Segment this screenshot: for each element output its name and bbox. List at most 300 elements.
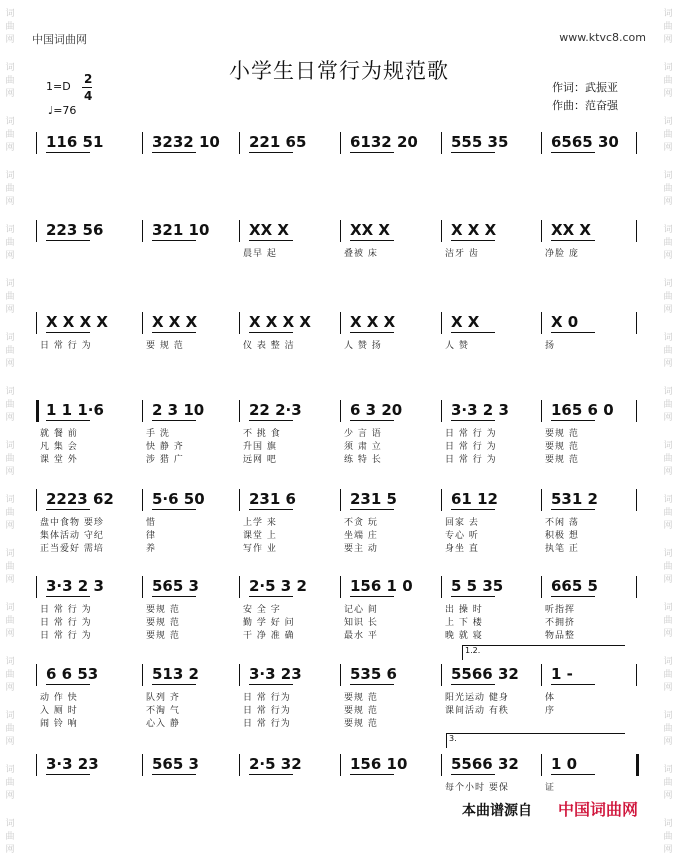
edge-watermark-char: 网 [5, 629, 15, 639]
measure-notes: 3·3 23 [249, 665, 302, 683]
site-watermark-right: www.ktvc8.com [559, 31, 646, 44]
measure-notes: 6 6 53 [46, 665, 99, 683]
edge-watermark-char: 曲 [5, 22, 15, 32]
measure-notes: 3·3 23 [46, 755, 99, 773]
edge-watermark-char: 曲 [663, 454, 673, 464]
measure-lyrics: 动 作 快 入 厕 时 闹 铃 响 [40, 693, 78, 729]
measure-notes: 2 3 10 [152, 401, 205, 419]
edge-watermark-char: 网 [5, 251, 15, 261]
measure-notes: 6565 30 [551, 133, 619, 151]
barline [142, 576, 143, 598]
beam-underline [249, 152, 293, 153]
edge-watermark-char: 网 [5, 521, 15, 531]
measure-lyrics: 就 餐 前 凡 集 会 课 堂 外 [40, 429, 78, 465]
edge-watermark-char: 网 [663, 197, 673, 207]
measure-notes: 61 12 [451, 490, 498, 508]
beam-underline [350, 509, 394, 510]
site-watermark-left: 中国词曲网 [32, 33, 87, 46]
edge-watermark-char: 词 [663, 819, 673, 829]
beam-underline [46, 152, 90, 153]
measure-notes: X X X X [46, 313, 108, 331]
edge-watermark-char: 曲 [5, 76, 15, 86]
beam-underline [350, 596, 394, 597]
measure-lyrics: 日 常 行 为 日 常 行 为 日 常 行 为 [445, 429, 497, 465]
measure-notes: 1 - [551, 665, 573, 683]
measure-notes: 2·5 32 [249, 755, 302, 773]
edge-watermark-char: 曲 [663, 346, 673, 356]
measure-notes: 5566 32 [451, 755, 519, 773]
edge-watermark-char: 词 [5, 711, 15, 721]
barline [239, 400, 240, 422]
edge-watermark-char: 曲 [5, 238, 15, 248]
barline [541, 489, 542, 511]
edge-watermark-char: 词 [5, 819, 15, 829]
barline [36, 664, 37, 686]
beam-underline [249, 774, 293, 775]
barline [142, 312, 143, 334]
measure-lyrics: 仪 表 整 洁 [243, 341, 295, 351]
measure-notes: 221 65 [249, 133, 307, 151]
measure-lyrics: 每个小时 要保 [445, 783, 509, 793]
edge-watermark-char: 曲 [663, 616, 673, 626]
edge-watermark-char: 网 [663, 575, 673, 585]
measure-lyrics: 上学 来 课堂 上 写作 业 [243, 518, 277, 554]
edge-watermark-char: 网 [5, 575, 15, 585]
beam-underline [551, 240, 595, 241]
edge-watermark-char: 词 [663, 63, 673, 73]
beam-underline [46, 332, 90, 333]
measure-lyrics: 不闲 荡 积极 想 执笔 正 [545, 518, 579, 554]
barline [441, 576, 442, 598]
measure-notes: 5·6 50 [152, 490, 205, 508]
measure-lyrics: 洁牙 齿 [445, 249, 479, 259]
edge-watermark-char: 网 [663, 413, 673, 423]
measure-notes: XX X [350, 221, 390, 239]
beam-underline [551, 332, 595, 333]
measure-lyrics: 证 [545, 783, 556, 793]
beam-underline [152, 240, 196, 241]
measure-notes: 6132 20 [350, 133, 418, 151]
barline [340, 489, 341, 511]
edge-watermark-char: 网 [5, 845, 15, 855]
edge-watermark-char: 词 [663, 279, 673, 289]
barline [441, 664, 442, 686]
barline [340, 664, 341, 686]
beam-underline [249, 509, 293, 510]
barline [340, 132, 341, 154]
edge-watermark-char: 曲 [5, 184, 15, 194]
edge-watermark-char: 网 [5, 737, 15, 747]
barline [441, 754, 442, 776]
edge-watermark-char: 词 [5, 549, 15, 559]
source-footer [462, 797, 638, 820]
edge-watermark-char: 词 [663, 333, 673, 343]
measure-lyrics: 惜 律 养 [146, 518, 157, 554]
edge-watermark-char: 曲 [5, 130, 15, 140]
measure-notes: 116 51 [46, 133, 104, 151]
barline [636, 312, 637, 334]
song-title: 小学生日常行为规范歌 [229, 59, 449, 83]
edge-watermark-char: 网 [5, 197, 15, 207]
edge-watermark-char: 网 [5, 413, 15, 423]
measure-notes: 231 6 [249, 490, 296, 508]
edge-watermark-char: 网 [663, 629, 673, 639]
edge-watermark-char: 词 [5, 495, 15, 505]
beam-underline [46, 684, 90, 685]
source-site-link[interactable]: 中国词曲网 [557, 800, 638, 819]
barline [636, 489, 637, 511]
beam-underline [152, 596, 196, 597]
barline [441, 400, 442, 422]
barline [636, 754, 639, 776]
barline [239, 220, 240, 242]
measure-notes: 321 10 [152, 221, 210, 239]
measure-notes: 531 2 [551, 490, 598, 508]
edge-watermark-char: 曲 [663, 562, 673, 572]
beam-underline [152, 332, 196, 333]
edge-watermark-char: 词 [663, 657, 673, 667]
edge-watermark-char: 曲 [663, 238, 673, 248]
edge-watermark-char: 词 [663, 441, 673, 451]
measure-lyrics: 不贪 玩 坐端 庄 要主 动 [344, 518, 378, 554]
edge-watermark-char: 词 [663, 171, 673, 181]
edge-watermark-char: 词 [5, 387, 15, 397]
edge-watermark-char: 曲 [663, 76, 673, 86]
beam-underline [46, 774, 90, 775]
measure-notes: 3232 10 [152, 133, 220, 151]
score-system [36, 398, 636, 478]
score-system [36, 752, 636, 832]
measure-lyrics: 要 规 范 [146, 341, 184, 351]
beam-underline [152, 152, 196, 153]
edge-watermark-char: 曲 [5, 832, 15, 842]
edge-watermark-char: 网 [663, 791, 673, 801]
measure-notes: 3·3 2 3 [46, 577, 104, 595]
barline [239, 312, 240, 334]
barline [636, 400, 637, 422]
edge-watermark-char: 网 [663, 359, 673, 369]
beam-underline [152, 509, 196, 510]
measure-notes: 513 2 [152, 665, 199, 683]
barline [239, 664, 240, 686]
measure-lyrics: 阳光运动 健身 课间活动 有秩 [445, 693, 509, 716]
edge-watermark-char: 网 [5, 143, 15, 153]
edge-watermark-char: 曲 [663, 130, 673, 140]
measure-notes: 156 10 [350, 755, 408, 773]
edge-watermark-char: 曲 [5, 724, 15, 734]
score-system [36, 310, 636, 390]
barline [142, 754, 143, 776]
beam-underline [249, 420, 293, 421]
beam-underline [350, 420, 394, 421]
time-signature-top: 2 [84, 72, 93, 86]
measure-notes: 565 3 [152, 755, 199, 773]
measure-notes: 156 1 0 [350, 577, 413, 595]
measure-lyrics: 回家 去 专心 听 身坐 直 [445, 518, 479, 554]
edge-watermark-char: 词 [5, 603, 15, 613]
edge-watermark-char: 词 [5, 765, 15, 775]
time-signature-bottom: 4 [84, 89, 93, 103]
measure-lyrics: 体 序 [545, 693, 556, 716]
measure-lyrics: 队列 齐 不淘 气 心入 静 [146, 693, 180, 729]
edge-watermark-char: 词 [5, 225, 15, 235]
barline [36, 132, 37, 154]
measure-lyrics: 日 常 行为 日 常 行为 日 常 行为 [243, 693, 291, 729]
edge-watermark-char: 曲 [663, 724, 673, 734]
tempo-marking: ♩=76 [48, 104, 77, 117]
edge-watermark-char: 曲 [663, 292, 673, 302]
edge-watermark-char: 曲 [5, 292, 15, 302]
score-system [36, 218, 636, 298]
barline [636, 220, 637, 242]
beam-underline [551, 509, 595, 510]
edge-watermark-char: 词 [663, 549, 673, 559]
measure-notes: 5 5 35 [451, 577, 504, 595]
edge-watermark-char: 网 [663, 251, 673, 261]
measure-lyrics: 记心 间 知识 长 最水 平 [344, 605, 378, 641]
measure-notes: 565 3 [152, 577, 199, 595]
barline [36, 754, 37, 776]
beam-underline [350, 332, 394, 333]
barline [340, 220, 341, 242]
edge-watermark-char: 词 [5, 9, 15, 19]
barline [36, 312, 37, 334]
beam-underline [46, 596, 90, 597]
edge-watermark-char: 词 [5, 441, 15, 451]
edge-watermark-char: 词 [663, 387, 673, 397]
edge-watermark-char: 网 [663, 143, 673, 153]
measure-notes: 535 6 [350, 665, 397, 683]
beam-underline [350, 152, 394, 153]
edge-watermark-char: 词 [5, 279, 15, 289]
measure-notes: X X [451, 313, 480, 331]
edge-watermark-char: 网 [663, 305, 673, 315]
edge-watermark-char: 曲 [663, 184, 673, 194]
beam-underline [551, 684, 595, 685]
edge-watermark-char: 词 [5, 657, 15, 667]
measure-notes: 223 56 [46, 221, 104, 239]
barline [636, 132, 637, 154]
edge-watermark-char: 词 [5, 333, 15, 343]
beam-underline [46, 509, 90, 510]
edge-watermark-char: 词 [663, 711, 673, 721]
barline [340, 576, 341, 598]
barline [541, 400, 542, 422]
barline [36, 220, 37, 242]
edge-watermark-char: 词 [663, 603, 673, 613]
measure-notes: 165 6 0 [551, 401, 614, 419]
barline [541, 664, 542, 686]
measure-lyrics: 盘中食物 要珍 集体活动 守纪 正当爱好 需培 [40, 518, 104, 554]
edge-watermark-char: 曲 [5, 778, 15, 788]
edge-watermark-char: 曲 [663, 832, 673, 842]
measure-notes: 231 5 [350, 490, 397, 508]
barline [142, 664, 143, 686]
barline [441, 312, 442, 334]
measure-notes: 6 3 20 [350, 401, 403, 419]
measure-lyrics: 要规 范 要规 范 要规 范 [344, 693, 378, 729]
measure-lyrics: 安 全 字 勤 学 好 问 干 净 准 确 [243, 605, 295, 641]
measure-lyrics: 叠被 床 [344, 249, 378, 259]
measure-notes: 3·3 2 3 [451, 401, 509, 419]
barline [36, 400, 39, 422]
barline [142, 489, 143, 511]
beam-underline [350, 240, 394, 241]
composer-credit: 作曲：范奋强 [552, 99, 618, 112]
barline [142, 220, 143, 242]
edge-watermark-char: 网 [663, 89, 673, 99]
barline [239, 132, 240, 154]
beam-underline [451, 684, 495, 685]
edge-watermark-char: 曲 [663, 22, 673, 32]
measure-lyrics: 人 赞 [445, 341, 469, 351]
barline [441, 220, 442, 242]
measure-notes: 2·5 3 2 [249, 577, 307, 595]
measure-lyrics: 出 操 时 上 下 楼 晚 就 寝 [445, 605, 483, 641]
edge-watermark-char: 曲 [5, 670, 15, 680]
edge-watermark-char: 曲 [5, 454, 15, 464]
measure-lyrics: 不 挑 食 升国 旗 远网 吧 [243, 429, 281, 465]
barline [636, 576, 637, 598]
barline [541, 220, 542, 242]
barline [441, 489, 442, 511]
barline [541, 132, 542, 154]
barline [541, 754, 542, 776]
beam-underline [152, 420, 196, 421]
key-signature: 1=D [46, 80, 71, 93]
barline [36, 576, 37, 598]
edge-watermark-char: 网 [5, 791, 15, 801]
measure-lyrics: 日 常 行 为 [40, 341, 92, 351]
score-system [36, 574, 636, 654]
edge-watermark-char: 网 [663, 737, 673, 747]
edge-watermark-char: 词 [663, 765, 673, 775]
measure-notes: 1 1 1·6 [46, 401, 104, 419]
measure-notes: X 0 [551, 313, 579, 331]
measure-notes: 2223 62 [46, 490, 114, 508]
edge-watermark-char: 网 [5, 467, 15, 477]
measure-lyrics: 手 洗 快 静 齐 涉 猎 广 [146, 429, 184, 465]
measure-notes: 22 2·3 [249, 401, 302, 419]
barline [239, 754, 240, 776]
score-system [36, 130, 636, 210]
measure-notes: 1 0 [551, 755, 578, 773]
edge-watermark-char: 曲 [663, 670, 673, 680]
edge-watermark-char: 词 [5, 171, 15, 181]
lyricist-credit: 作词：武振亚 [552, 81, 618, 94]
edge-watermark-char: 网 [663, 683, 673, 693]
edge-watermark-char: 曲 [663, 508, 673, 518]
edge-watermark-char: 曲 [5, 562, 15, 572]
beam-underline [451, 240, 495, 241]
beam-underline [551, 774, 595, 775]
edge-watermark-char: 网 [5, 683, 15, 693]
measure-notes: 555 35 [451, 133, 509, 151]
barline [340, 400, 341, 422]
barline [541, 576, 542, 598]
beam-underline [451, 774, 495, 775]
beam-underline [152, 684, 196, 685]
edge-watermark-char: 曲 [5, 616, 15, 626]
measure-notes: X X X [152, 313, 198, 331]
barline [142, 400, 143, 422]
edge-watermark-char: 网 [663, 521, 673, 531]
edge-watermark-char: 词 [663, 495, 673, 505]
measure-notes: 665 5 [551, 577, 598, 595]
edge-watermark-char: 曲 [663, 778, 673, 788]
measure-lyrics: 扬 [545, 341, 556, 351]
beam-underline [249, 596, 293, 597]
measure-lyrics: 日 常 行 为 日 常 行 为 日 常 行 为 [40, 605, 92, 641]
beam-underline [249, 684, 293, 685]
edge-watermark-char: 网 [5, 89, 15, 99]
beam-underline [46, 240, 90, 241]
barline [441, 132, 442, 154]
barline [340, 754, 341, 776]
measure-lyrics: 晨早 起 [243, 249, 277, 259]
edge-watermark-char: 网 [5, 359, 15, 369]
volta-third-ending: 3. [446, 733, 625, 748]
barline [142, 132, 143, 154]
measure-lyrics: 少 言 语 须 肃 立 练 特 长 [344, 429, 382, 465]
measure-notes: XX X [551, 221, 591, 239]
edge-watermark-char: 曲 [663, 400, 673, 410]
edge-watermark-char: 词 [663, 9, 673, 19]
measure-lyrics: 净脸 庞 [545, 249, 579, 259]
score-system [36, 662, 636, 742]
edge-watermark-char: 词 [5, 117, 15, 127]
edge-watermark-char: 网 [5, 305, 15, 315]
barline [636, 664, 637, 686]
edge-watermark-char: 词 [663, 117, 673, 127]
beam-underline [551, 420, 595, 421]
edge-watermark-char: 网 [663, 467, 673, 477]
measure-notes: X X X [451, 221, 497, 239]
measure-lyrics: 要规 范 要规 范 要规 范 [545, 429, 579, 465]
edge-watermark-char: 曲 [5, 508, 15, 518]
beam-underline [249, 240, 293, 241]
beam-underline [451, 509, 495, 510]
score-system [36, 487, 636, 567]
beam-underline [350, 774, 394, 775]
volta-first-ending: 1.2. [462, 645, 625, 660]
edge-watermark-char: 曲 [5, 346, 15, 356]
beam-underline [249, 332, 293, 333]
beam-underline [46, 420, 90, 421]
beam-underline [451, 332, 495, 333]
edge-watermark-char: 词 [663, 225, 673, 235]
beam-underline [451, 420, 495, 421]
left-edge-watermark [0, 0, 20, 855]
measure-lyrics: 要规 范 要规 范 要规 范 [146, 605, 180, 641]
source-label: 本曲谱源自 [461, 803, 532, 819]
beam-underline [350, 684, 394, 685]
right-edge-watermark [658, 0, 678, 855]
measure-notes: X X X [350, 313, 396, 331]
barline [239, 489, 240, 511]
time-signature-divider [82, 87, 92, 88]
beam-underline [451, 596, 495, 597]
edge-watermark-char: 网 [663, 845, 673, 855]
edge-watermark-char: 词 [5, 63, 15, 73]
measure-notes: 5566 32 [451, 665, 519, 683]
barline [340, 312, 341, 334]
edge-watermark-char: 网 [663, 35, 673, 45]
edge-watermark-char: 曲 [5, 400, 15, 410]
barline [36, 489, 37, 511]
beam-underline [451, 152, 495, 153]
edge-watermark-char: 网 [5, 35, 15, 45]
